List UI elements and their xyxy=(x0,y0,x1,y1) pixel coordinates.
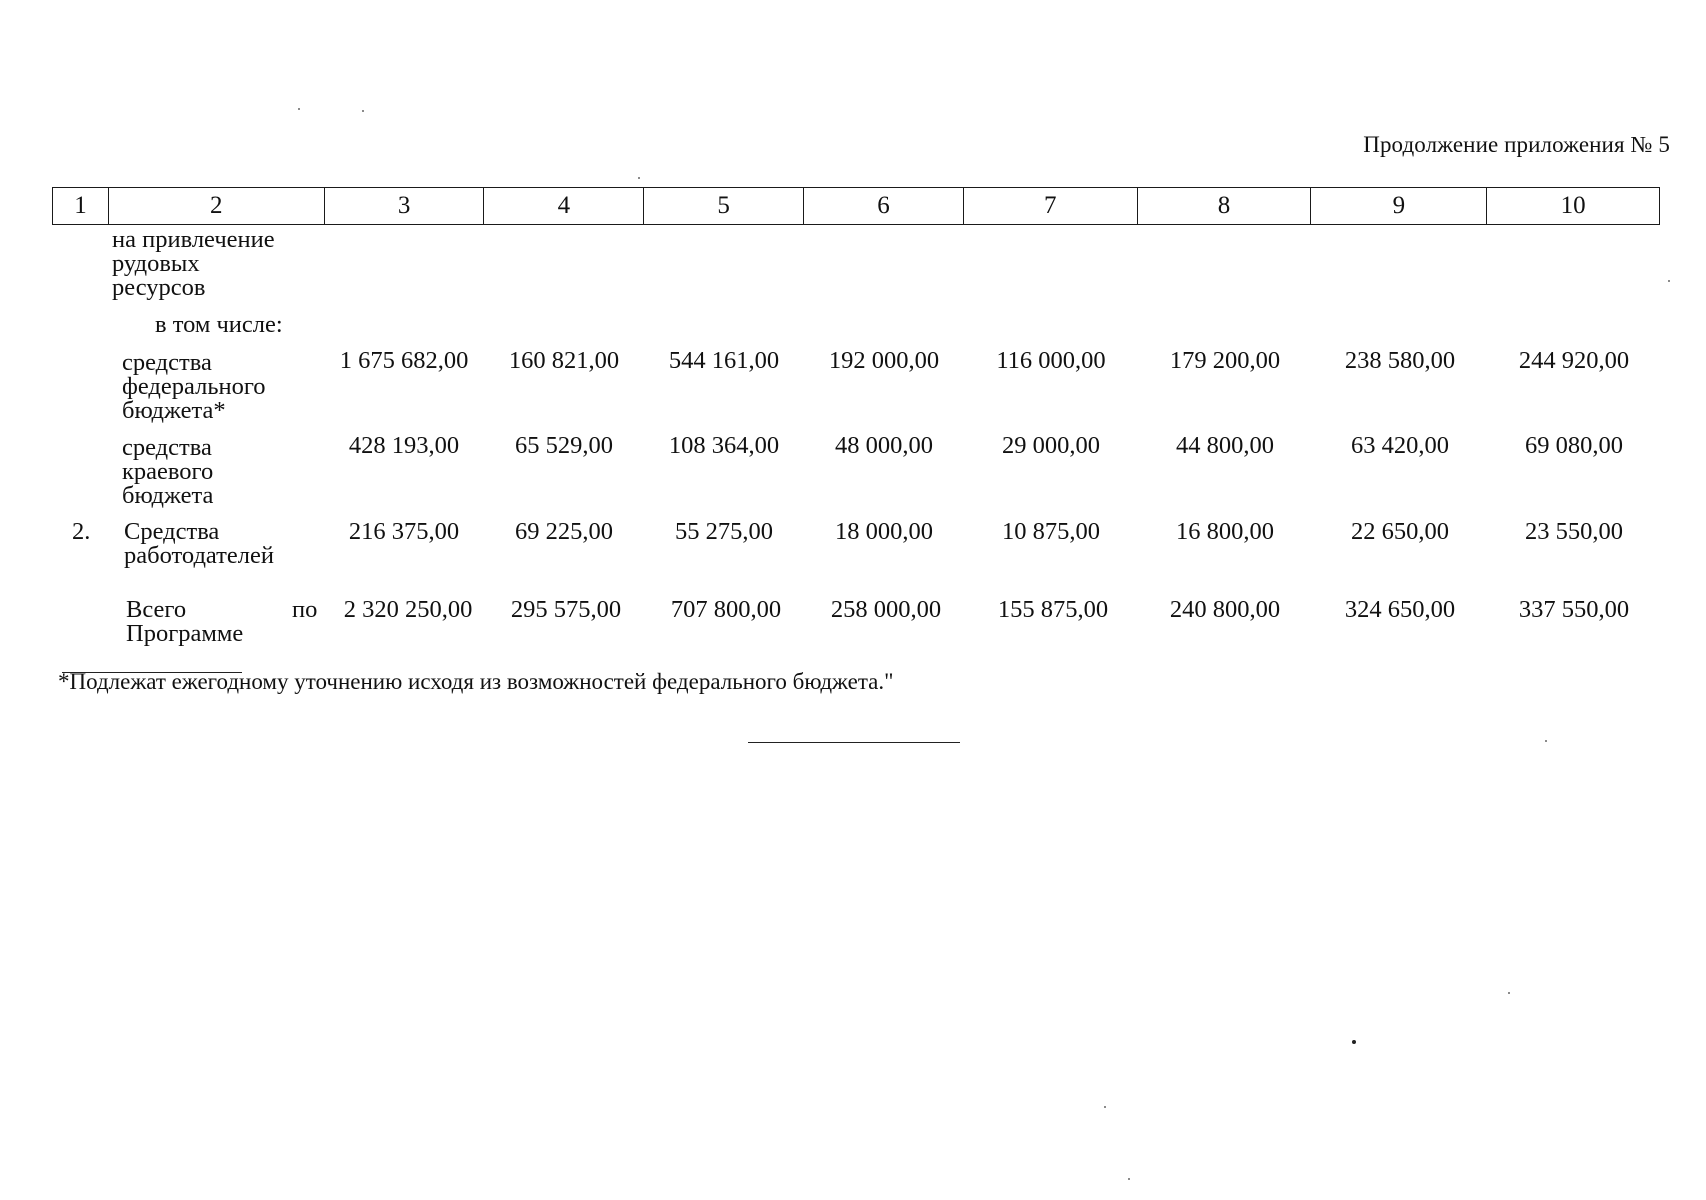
footnote: *Подлежат ежегодному уточнению исходя из возможностей федерального бюджета." xyxy=(58,669,894,694)
scan-speck xyxy=(638,177,640,179)
value-cell: 69 225,00 xyxy=(515,518,613,545)
value-cell: 155 875,00 xyxy=(997,596,1109,623)
header-cell: 9 xyxy=(1311,188,1487,224)
value-cell: 16 800,00 xyxy=(1176,518,1274,545)
header-cell: 4 xyxy=(484,188,644,224)
value-cell: 2 320 250,00 xyxy=(343,596,473,623)
row-label xyxy=(126,598,243,646)
value-cell: 48 000,00 xyxy=(835,432,933,459)
label-line: средства xyxy=(122,434,212,461)
scan-speck xyxy=(1128,1178,1130,1180)
label-line: бюджета* xyxy=(122,397,226,424)
label-line: работодателей xyxy=(124,542,274,569)
label-line: средства xyxy=(122,349,212,376)
value-cell: 295 575,00 xyxy=(510,596,622,623)
value-cell: 238 580,00 xyxy=(1344,347,1456,374)
header-cell: 1 xyxy=(53,188,109,224)
value-cell: 258 000,00 xyxy=(830,596,942,623)
row-label-suffix: по xyxy=(292,596,318,623)
label-line: Всего xyxy=(126,596,187,623)
label-line: на привлечение xyxy=(112,226,275,253)
value-cell: 244 920,00 xyxy=(1518,347,1630,374)
value-cell: 116 000,00 xyxy=(996,347,1106,374)
value-cell: 192 000,00 xyxy=(828,347,940,374)
header-cell: 5 xyxy=(644,188,804,224)
label-line: бюджета xyxy=(122,482,214,509)
value-cell: 240 800,00 xyxy=(1169,596,1281,623)
scan-speck xyxy=(298,108,300,110)
value-cell: 22 650,00 xyxy=(1351,518,1449,545)
value-cell: 23 550,00 xyxy=(1525,518,1623,545)
row-label xyxy=(122,351,266,423)
header-cell: 2 xyxy=(109,188,325,224)
end-rule xyxy=(748,742,960,743)
row-label: в том числе: xyxy=(155,311,283,338)
scan-speck xyxy=(1545,740,1547,742)
header-cell: 6 xyxy=(804,188,964,224)
label-line: Программе xyxy=(126,620,244,647)
header-cell: 10 xyxy=(1560,192,1586,219)
label-line: Средства xyxy=(124,518,220,545)
value-cell: 337 550,00 xyxy=(1518,596,1630,623)
scan-speck xyxy=(1668,280,1670,282)
value-cell: 55 275,00 xyxy=(675,518,773,545)
table-header-row xyxy=(52,187,1660,225)
value-cell: 29 000,00 xyxy=(1002,432,1100,459)
value-cell: 18 000,00 xyxy=(835,518,933,545)
scan-speck xyxy=(1104,1106,1106,1108)
scan-speck xyxy=(362,110,364,112)
header-cell: 7 xyxy=(964,188,1138,224)
value-cell: 544 161,00 xyxy=(668,347,780,374)
header-cell: 3 xyxy=(325,188,485,224)
row-number: 2. xyxy=(72,518,91,545)
value-cell: 216 375,00 xyxy=(348,518,460,545)
value-cell: 324 650,00 xyxy=(1344,596,1456,623)
value-cell: 1 675 682,00 xyxy=(339,347,469,374)
scan-speck xyxy=(1508,992,1510,994)
continuation-label: Продолжение приложения № 5 xyxy=(1363,132,1670,157)
value-cell: 160 821,00 xyxy=(508,347,620,374)
label-line: рудовых xyxy=(112,250,200,277)
value-cell: 428 193,00 xyxy=(348,432,460,459)
label-line: ресурсов xyxy=(112,274,206,301)
value-cell: 44 800,00 xyxy=(1176,432,1274,459)
row-label xyxy=(112,228,275,300)
scan-speck xyxy=(1352,1040,1356,1044)
label-line: краевого xyxy=(122,458,214,485)
value-cell: 63 420,00 xyxy=(1351,432,1449,459)
value-cell: 108 364,00 xyxy=(668,432,780,459)
value-cell: 707 800,00 xyxy=(670,596,782,623)
row-label xyxy=(122,436,213,508)
row-label xyxy=(124,520,274,568)
value-cell: 179 200,00 xyxy=(1169,347,1281,374)
value-cell: 69 080,00 xyxy=(1525,432,1623,459)
value-cell: 65 529,00 xyxy=(515,432,613,459)
label-line: федерального xyxy=(122,373,266,400)
value-cell: 10 875,00 xyxy=(1002,518,1100,545)
header-cell: 8 xyxy=(1138,188,1312,224)
